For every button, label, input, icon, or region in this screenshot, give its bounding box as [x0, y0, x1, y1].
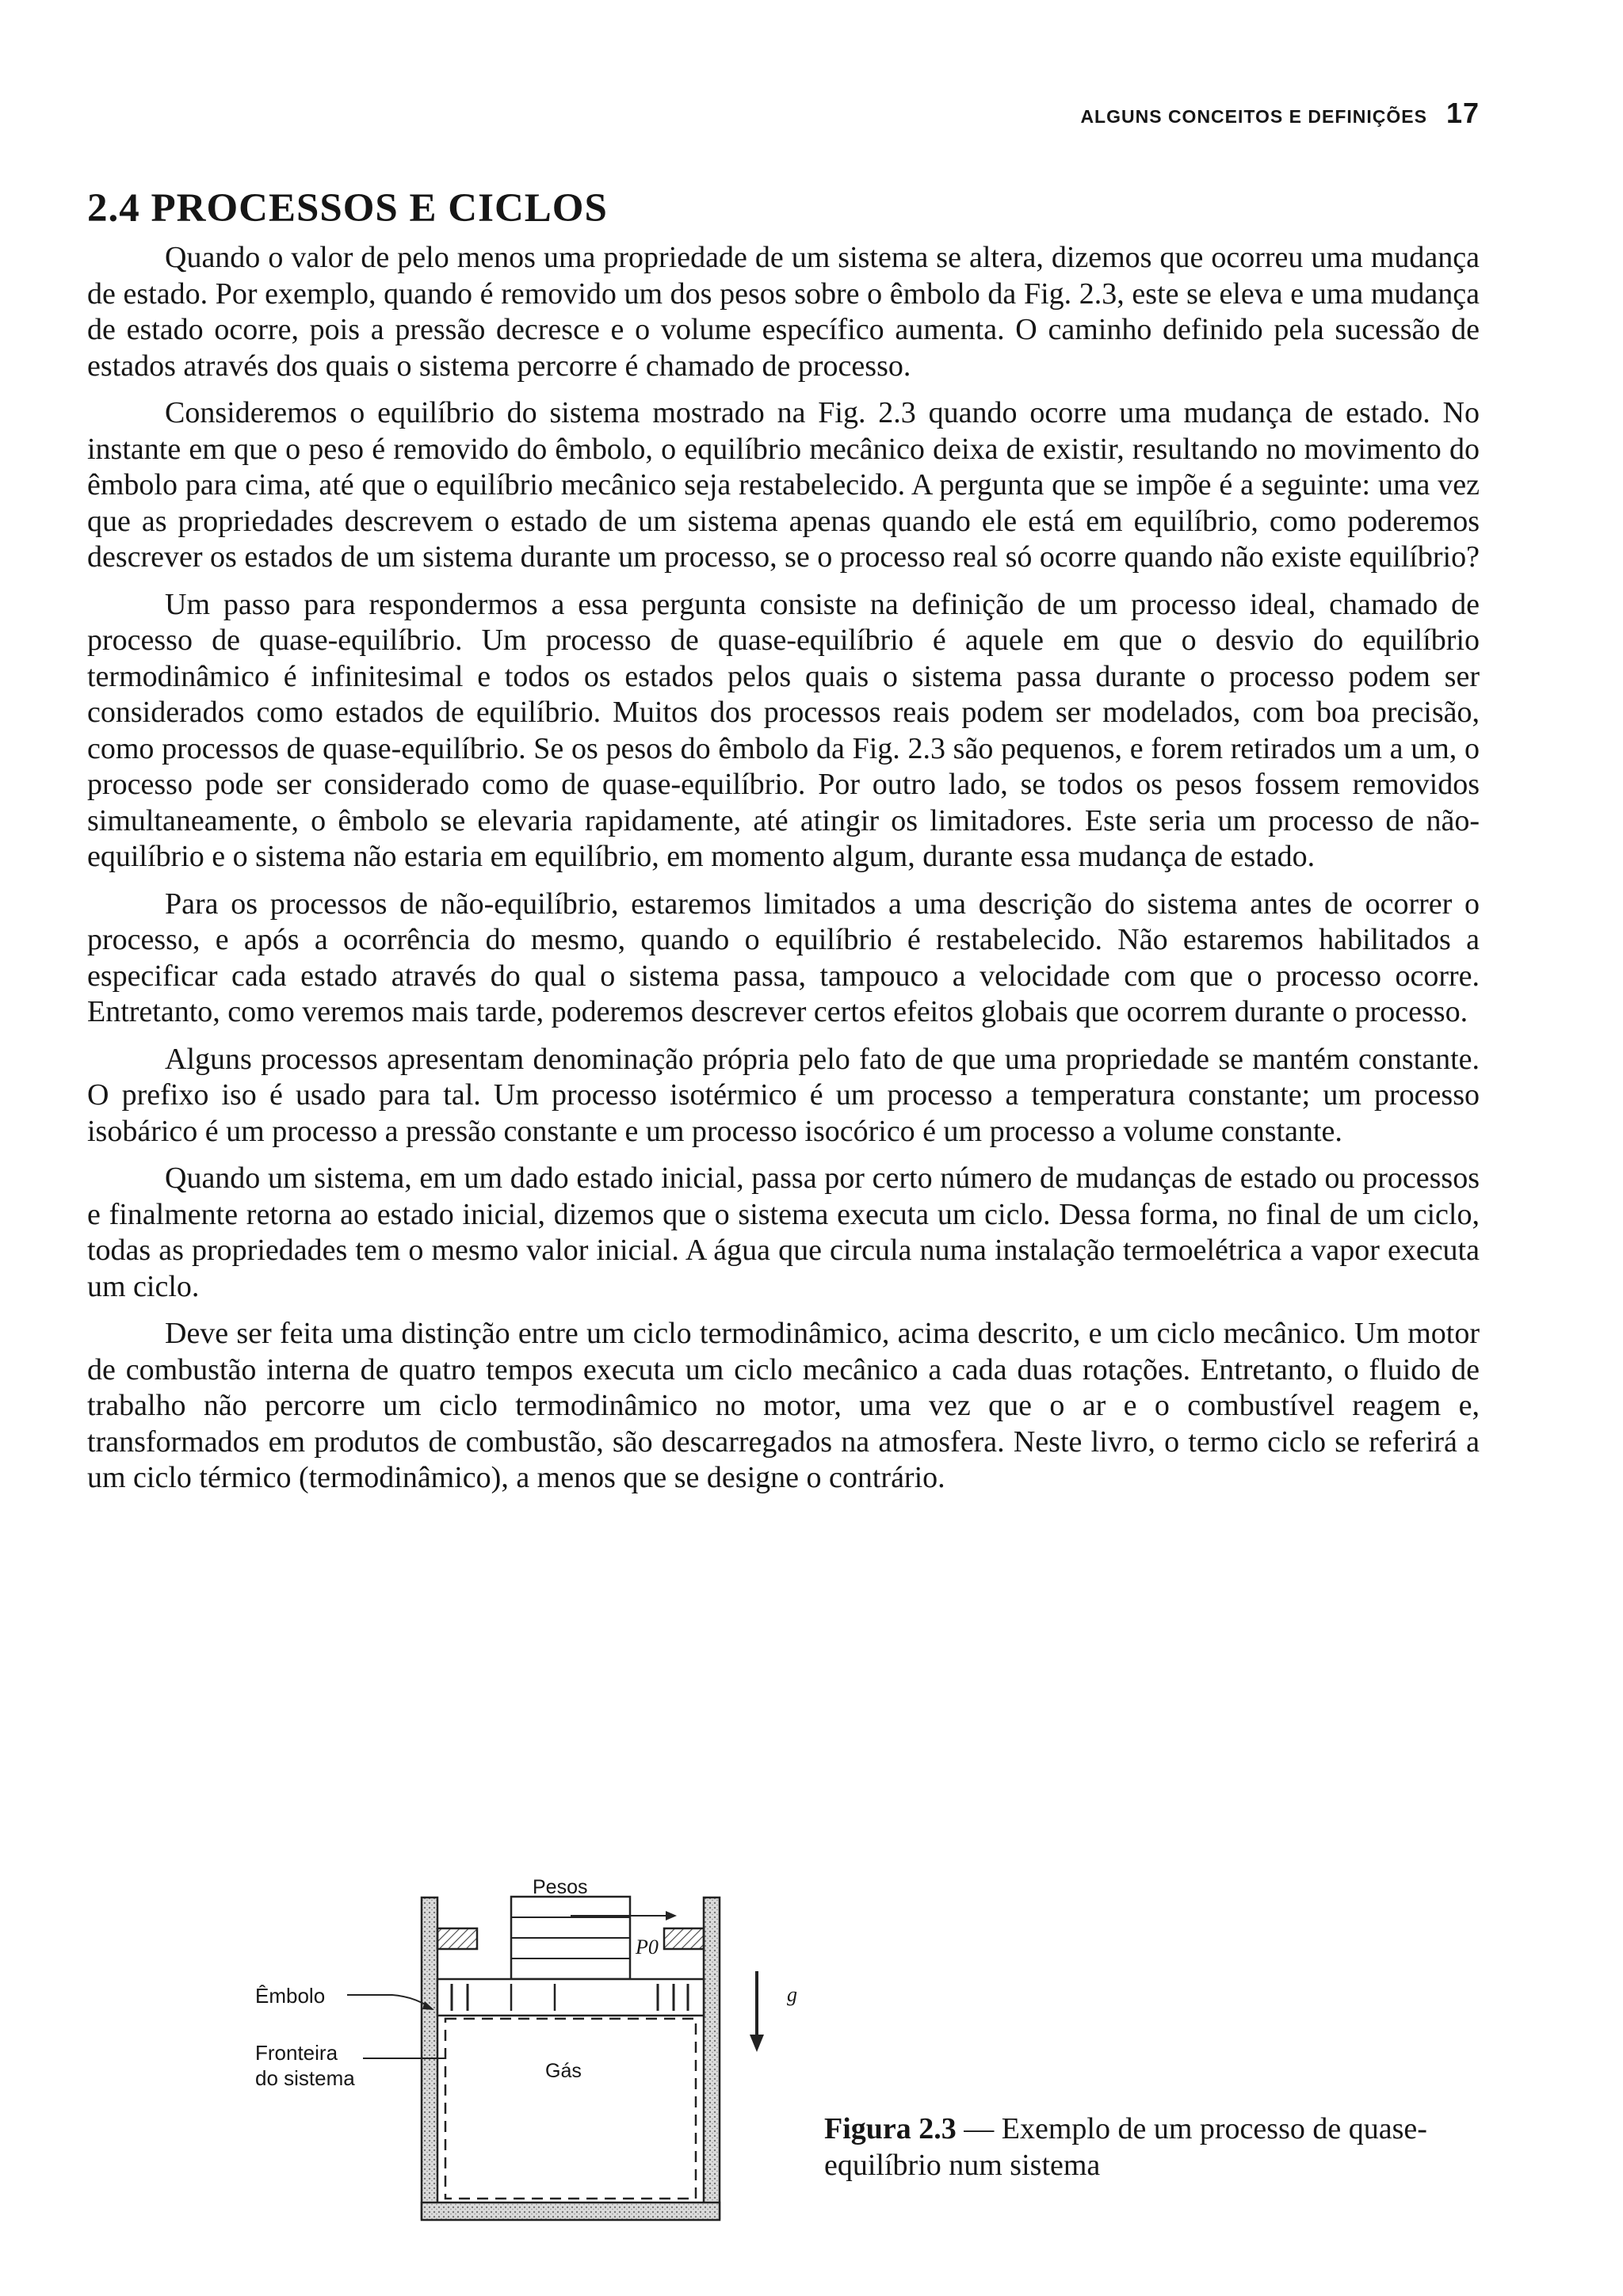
label-fronteira-line1: Fronteira — [255, 2041, 338, 2065]
label-embolo: Êmbolo — [255, 1984, 326, 2008]
label-gas: Gás — [545, 2060, 582, 2082]
running-header — [911, 97, 1480, 130]
label-fronteira-line2: do sistema — [255, 2066, 355, 2090]
running-title: ALGUNS CONCEITOS E DEFINIÇÕES — [1080, 106, 1427, 127]
paragraph: Alguns processos apresentam denominação própria pelo fato de que uma propriedade se mantém constante. O prefixo iso é usado para tal. Um processo isotérmico é um processo a temperatura constante; um processo isobárico é um processo a pressão constante e um processo isocórico é um processo a volume constante. — [87, 1042, 1480, 1148]
stop-right — [664, 1928, 704, 1949]
paragraph: Quando o valor de pelo menos uma propriedade de um sistema se altera, dizemos que ocorreu uma mudança de estado. Por exemplo, quando é removido um dos pesos sobre o êmbolo da Fig. 2.3, este se eleva e uma mudança de estado ocorre, pois a pressão decresce e o volume específico aumenta. O caminho definido pela sucessão de estados através dos quais o sistema percorre é chamado de processo. — [87, 241, 1480, 383]
paragraph: Deve ser feita uma distinção entre um ciclo termodinâmico, acima descrito, e um ciclo mecânico. Um motor de combustão interna de quatro tempos executa um ciclo mecânico a cada duas rotações. Entretanto, o fluido de trabalho não percorre um ciclo termodinâmico no motor, uma vez que o ar e o combustível reagem e, transformados em produtos de combustão, são descarregados na atmosfera. Neste livro, o termo ciclo se referirá a um ciclo térmico (termodinâmico), a menos que se designe o contrário. — [87, 1317, 1480, 1494]
body-text — [87, 240, 1480, 1508]
stop-left — [437, 1928, 477, 1949]
weights-stack — [511, 1897, 630, 1979]
caption-label: Figura 2.3 — [824, 2112, 957, 2145]
paragraph: Um passo para respondermos a essa pergunta consiste na definição de um processo ideal, chamado de processo de quase-equilíbrio. Um processo de quase-equilíbrio é aquele em que o desvio do equilíbrio termodinâmico é infinitesimal e todos os estados pelos quais o sistema passa durante o processo podem ser considerados como estados de equilíbrio. Muitos dos processos reais podem ser modelados, com boa precisão, como processos de quase-equilíbrio. Se os pesos do êmbolo da Fig. 2.3 são pequenos, e forem retirados um a um, o processo pode ser considerado como de quase-equilíbrio. Por outro lado, se todos os pesos fossem removidos simultaneamente, o êmbolo se elevaria rapidamente, até atingir os limitadores. Este seria um processo de não-equilíbrio e o sistema não estaria em equilíbrio, em momento algum, durante essa mudança de estado. — [87, 587, 1480, 873]
label-g: g — [787, 1983, 797, 2006]
section-title: 2.4 PROCESSOS E CICLOS — [87, 186, 608, 231]
cylinder-bottom — [422, 2203, 720, 2220]
cylinder-wall-right — [704, 1897, 720, 2218]
page-number: 17 — [1445, 97, 1480, 129]
paragraph: Consideremos o equilíbrio do sistema mostrado na Fig. 2.3 quando ocorre uma mudança de estado. No instante em que o peso é removido do êmbolo, o equilíbrio mecânico deixa de existir, resultando no movimento do êmbolo para cima, até que o equilíbrio mecânico seja restabelecido. A pergunta que se impõe é a seguinte: uma vez que as propriedades descrevem o estado de um sistema apenas quando ele está em equilíbrio, como poderemos descrever os estados de um sistema durante um processo, se o processo real só ocorre quando não existe equilíbrio? — [87, 396, 1480, 574]
paragraph: Para os processos de não-equilíbrio, estaremos limitados a uma descrição do sistema antes de ocorrer o processo, e após a ocorrência do mesmo, quando o equilíbrio é restabelecido. Não estaremos habilitados a especificar cada estado através do qual o sistema passa, tampouco a velocidade com que o processo ocorre. Entretanto, como veremos mais tarde, poderemos descrever certos efeitos globais que ocorrem durante o processo. — [87, 887, 1480, 1028]
caption-text: — Exemplo de um processo de quase-equilíbrio num sistema — [824, 2112, 1427, 2182]
piston — [437, 1979, 704, 2016]
figure-2-3 — [238, 1854, 808, 2226]
paragraph: Quando um sistema, em um dado estado inicial, passa por certo número de mudanças de estado ou processos e finalmente retorna ao estado inicial, dizemos que o sistema executa um ciclo. Dessa forma, no final de um ciclo, todas as propriedades tem o mesmo valor inicial. A água que circula numa instalação termoelétrica a vapor executa um ciclo. — [87, 1161, 1480, 1303]
figure-caption — [824, 2111, 1482, 2183]
label-p0: P0 — [636, 1936, 659, 1958]
system-boundary — [445, 2019, 696, 2199]
gravity-arrow — [750, 1971, 764, 2052]
label-fronteira — [255, 2040, 355, 2091]
label-pesos: Pesos — [533, 1876, 588, 1898]
